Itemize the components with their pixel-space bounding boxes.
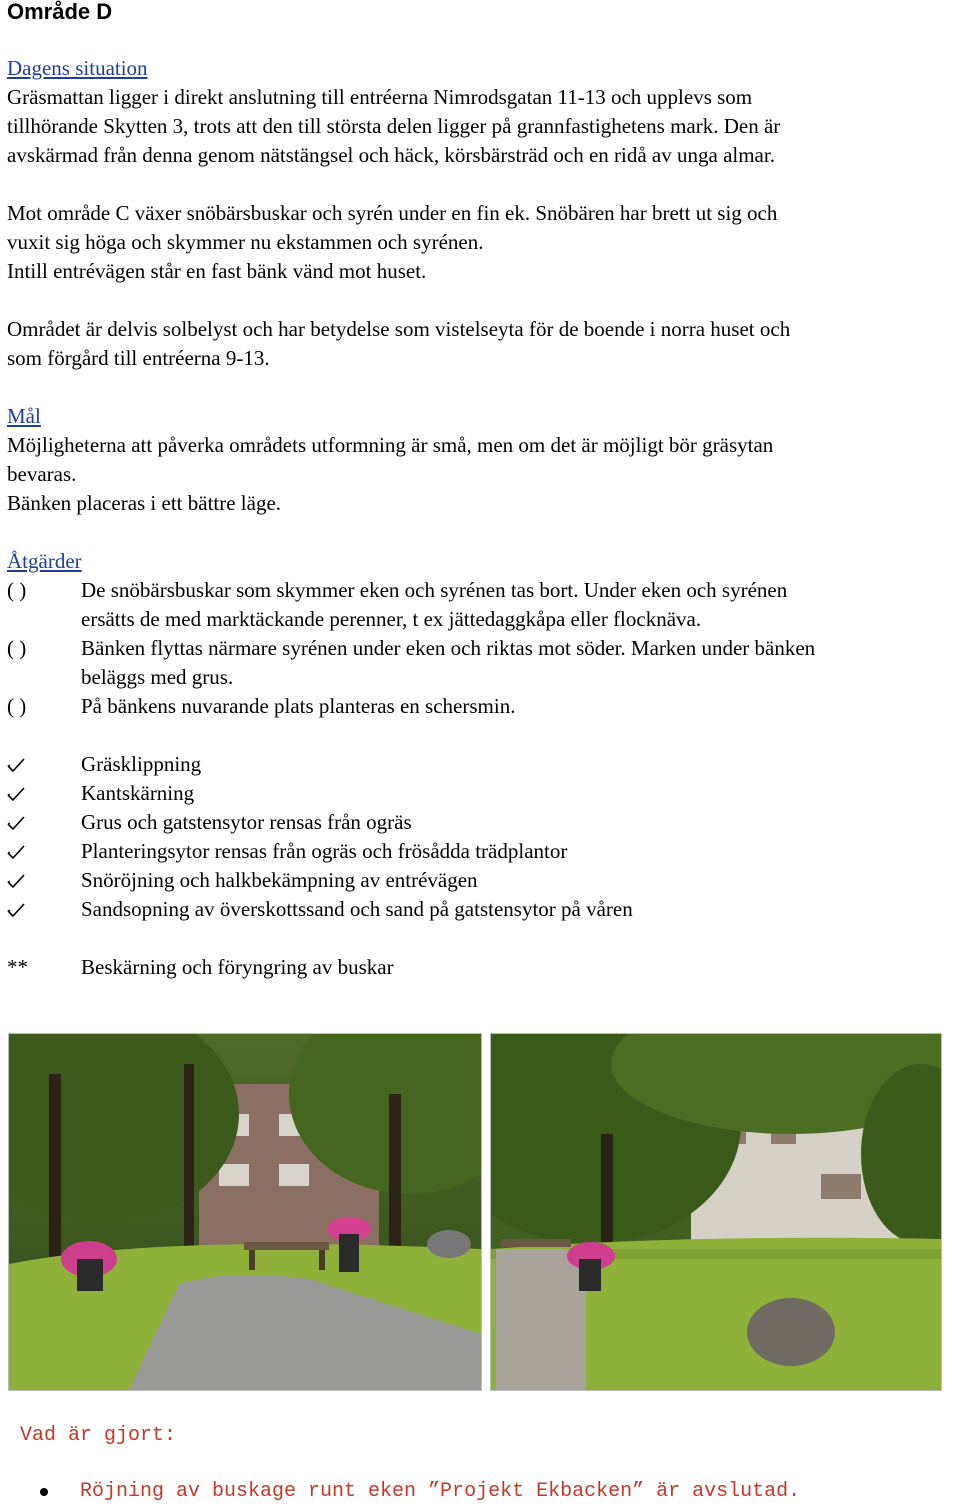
care-list bbox=[7, 750, 957, 924]
checkbox-marker: ( ) bbox=[7, 694, 27, 718]
care-item: Sandsopning av överskottssand och sand på gatstensytor på våren bbox=[7, 895, 957, 924]
care-item: Kantskärning bbox=[7, 779, 957, 808]
action-item bbox=[7, 576, 957, 634]
text-line: Mot område C växer snöbärsbuskar och syrén under en fin ek. Snöbären har brett ut sig och bbox=[7, 201, 778, 225]
action-item bbox=[7, 634, 957, 692]
check-icon bbox=[7, 779, 81, 808]
star-marker: ** bbox=[7, 955, 28, 979]
check-icon bbox=[7, 895, 81, 924]
check-icon bbox=[7, 750, 81, 779]
photo-row bbox=[8, 1033, 952, 1393]
check-icon bbox=[7, 866, 81, 895]
done-heading: Vad är gjort: bbox=[20, 1424, 177, 1447]
section-heading-situation: Dagens situation bbox=[7, 56, 148, 80]
text-line: Möjligheterna att påverka områdets utformning är små, men om det är möjligt bör gräsytan bbox=[7, 433, 774, 457]
text-line: vuxit sig höga och skymmer nu ekstammen och syrénen. bbox=[7, 230, 484, 254]
text-line: Gräsmattan ligger i direkt anslutning till entréerna Nimrodsgatan 11-13 och upplevs som bbox=[7, 85, 753, 109]
text-line: Intill entrévägen står en fast bänk vänd mot huset. bbox=[7, 259, 427, 283]
text-line: ersätts de med marktäckande perenner, t ex jättedaggkåpa eller flocknäva. bbox=[81, 607, 702, 631]
document-page bbox=[7, 0, 957, 982]
care-item: Grus och gatstensytor rensas från ogräs bbox=[7, 808, 957, 837]
section-heading-actions: Åtgärder bbox=[7, 549, 82, 573]
text-line: Bänken placeras i ett bättre läge. bbox=[7, 491, 282, 515]
section-heading-goal: Mål bbox=[7, 404, 41, 428]
care-item: Snöröjning och halkbekämpning av entrévägen bbox=[7, 866, 957, 895]
garden-photo-left bbox=[8, 1033, 482, 1391]
action-item bbox=[7, 692, 957, 721]
page-title: Område D bbox=[7, 0, 113, 24]
text-line: som förgård till entréerna 9-13. bbox=[7, 346, 270, 370]
text-line: Bänken flyttas närmare syrénen under eken och riktas mot söder. Marken under bänken bbox=[81, 636, 816, 660]
text-line: tillhörande Skytten 3, trots att den till största delen ligger på grannfastighetens mark. Den är bbox=[7, 114, 781, 138]
garden-photo-right bbox=[490, 1033, 942, 1391]
star-item: ** Beskärning och föryngring av buskar bbox=[7, 953, 957, 982]
check-icon bbox=[7, 808, 81, 837]
text-line: Området är delvis solbelyst och har betydelse som vistelseyta för de boende i norra huset och bbox=[7, 317, 791, 341]
text-line: De snöbärsbuskar som skymmer eken och syrénen tas bort. Under eken och syrénen bbox=[81, 578, 788, 602]
checkbox-marker: ( ) bbox=[7, 578, 27, 602]
care-item: Gräsklippning bbox=[7, 750, 957, 779]
text-line: beläggs med grus. bbox=[81, 665, 234, 689]
done-item-text: Röjning av buskage runt eken ”Projekt Ekbacken” är avslutad. bbox=[80, 1480, 801, 1503]
bullet-icon bbox=[40, 1488, 48, 1496]
done-item bbox=[40, 1477, 800, 1506]
text-line: avskärmad från denna genom nätstängsel och häck, körsbärsträd och en ridå av unga almar. bbox=[7, 143, 775, 167]
text-line: bevaras. bbox=[7, 462, 77, 486]
check-icon bbox=[7, 837, 81, 866]
care-item: Planteringsytor rensas från ogräs och frösådda trädplantor bbox=[7, 837, 957, 866]
checkbox-marker: ( ) bbox=[7, 636, 27, 660]
text-line: På bänkens nuvarande plats planteras en schersmin. bbox=[81, 694, 516, 718]
